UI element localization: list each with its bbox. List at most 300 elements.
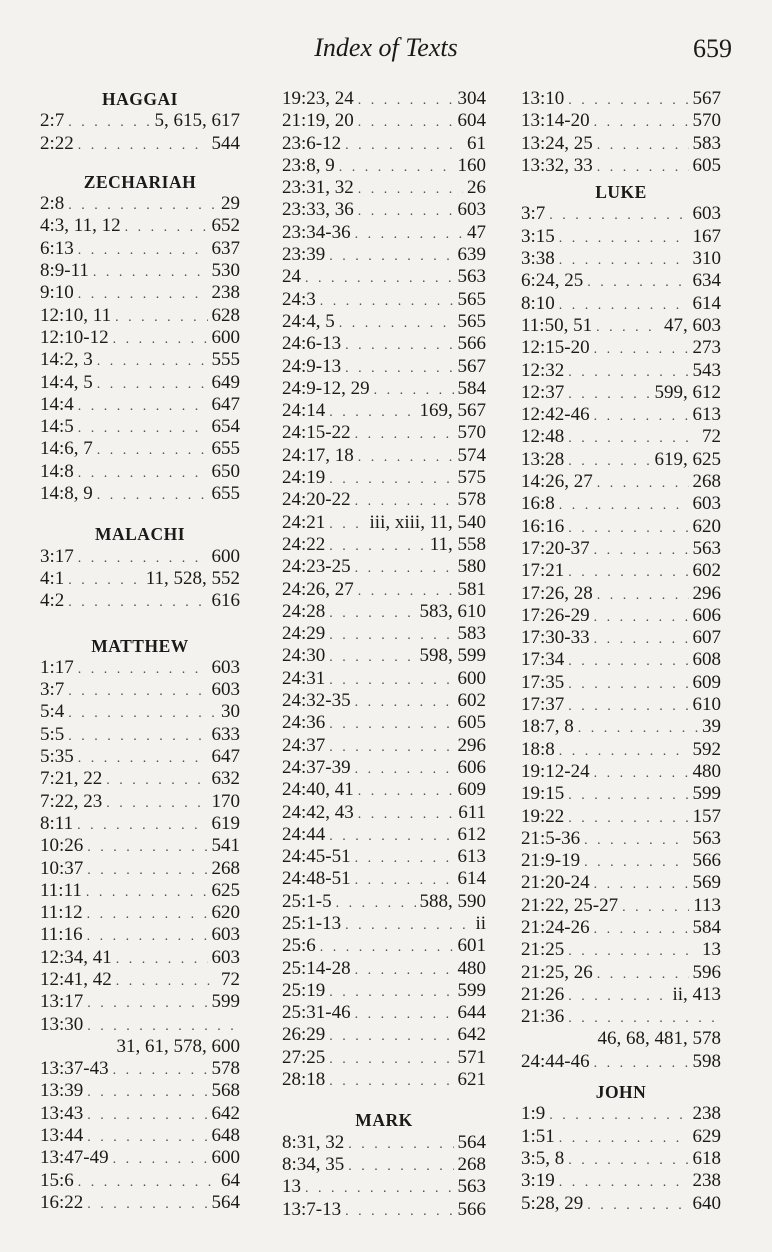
leader-dots <box>559 495 689 517</box>
page-references: 568 <box>211 1080 240 1102</box>
verse-reference: 25:1-13 <box>282 912 342 934</box>
index-entry <box>40 568 240 590</box>
index-entry <box>282 824 486 846</box>
index-entry <box>40 305 240 327</box>
verse-reference: 14:4, 5 <box>40 371 93 393</box>
page-references: 592 <box>692 738 721 760</box>
verse-reference: 25:1-5 <box>282 890 332 912</box>
leader-dots <box>329 647 415 669</box>
page-references: 642 <box>457 1024 486 1046</box>
verse-reference: 19:22 <box>521 805 565 827</box>
verse-reference: 11:16 <box>40 924 83 946</box>
leader-dots <box>594 1053 689 1075</box>
leader-dots <box>355 224 463 246</box>
page-references-continued: 31, 61, 578, 600 <box>116 1035 240 1057</box>
index-entry <box>282 802 486 824</box>
leader-dots <box>78 135 208 157</box>
index-entry <box>40 835 240 857</box>
leader-dots <box>355 692 454 714</box>
verse-reference: 12:15-20 <box>521 337 590 359</box>
leader-dots <box>355 870 454 892</box>
page-references: 611 <box>458 801 486 823</box>
leader-dots <box>355 1004 454 1026</box>
page-references: 578 <box>457 489 486 511</box>
verse-reference: 25:31-46 <box>282 1002 351 1024</box>
verse-reference: 23:34-36 <box>282 221 351 243</box>
page-references: 633 <box>211 723 240 745</box>
index-entry <box>40 372 240 394</box>
index-entry <box>40 238 240 260</box>
page-references: 621 <box>457 1069 486 1091</box>
leader-dots <box>113 329 208 351</box>
page-references: 566 <box>692 850 721 872</box>
page-references: 61 <box>467 132 486 154</box>
leader-dots <box>68 703 217 725</box>
verse-reference: 24:17, 18 <box>282 444 354 466</box>
index-entry <box>282 356 486 378</box>
page-references: 170 <box>211 790 240 812</box>
verse-reference: 1:9 <box>521 1103 546 1125</box>
verse-reference: 24:20-22 <box>282 489 351 511</box>
page-references: 39 <box>702 716 721 738</box>
leader-dots <box>355 424 454 446</box>
index-entry <box>521 293 721 315</box>
page-references: 530 <box>211 260 240 282</box>
index-entry <box>282 177 486 199</box>
verse-reference: 3:17 <box>40 545 74 567</box>
verse-reference: 17:30-33 <box>521 627 590 649</box>
verse-reference: 13:7-13 <box>282 1198 342 1220</box>
page-references: 296 <box>457 734 486 756</box>
index-entry <box>40 657 240 679</box>
index-entry <box>521 1006 721 1028</box>
leader-dots <box>78 463 208 485</box>
verse-reference: 15:6 <box>40 1169 74 1191</box>
index-entry <box>521 337 721 359</box>
verse-reference: 11:11 <box>40 879 82 901</box>
verse-reference: 24:31 <box>282 667 326 689</box>
page-references: 563 <box>457 1176 486 1198</box>
verse-reference: 24:30 <box>282 645 326 667</box>
leader-dots <box>336 893 416 915</box>
index-entry <box>40 327 240 349</box>
leader-dots <box>329 670 453 692</box>
page-references: 72 <box>702 426 721 448</box>
leader-dots <box>559 1128 689 1150</box>
index-entry <box>282 868 486 890</box>
page-references: 648 <box>211 1125 240 1147</box>
index-entry <box>521 850 721 872</box>
leader-dots <box>68 195 217 217</box>
book-heading: MARK <box>355 1110 413 1131</box>
index-entry <box>282 1154 486 1176</box>
page-references: 563 <box>457 266 486 288</box>
leader-dots <box>78 548 208 570</box>
index-entry <box>40 924 240 946</box>
index-entry <box>282 1132 486 1154</box>
verse-reference: 17:21 <box>521 560 565 582</box>
verse-reference: 8:31, 32 <box>282 1131 345 1153</box>
verse-reference: 2:8 <box>40 193 65 215</box>
page-references: 296 <box>692 582 721 604</box>
index-entry <box>40 133 240 155</box>
index-entry <box>282 846 486 868</box>
verse-reference: 14:2, 3 <box>40 349 93 371</box>
page-references: 480 <box>457 957 486 979</box>
verse-reference: 24:21 <box>282 511 326 533</box>
verse-reference: 10:26 <box>40 835 84 857</box>
index-entry <box>521 872 721 894</box>
index-entry <box>282 289 486 311</box>
index-entry <box>40 438 240 460</box>
index-entry <box>40 746 240 768</box>
index-entry <box>40 349 240 371</box>
leader-dots <box>568 674 688 696</box>
leader-dots <box>568 696 688 718</box>
leader-dots <box>568 562 688 584</box>
verse-reference: 7:21, 22 <box>40 768 103 790</box>
page-references: 580 <box>457 556 486 578</box>
leader-dots <box>355 491 454 513</box>
index-entry <box>282 88 486 110</box>
verse-reference: 12:10-12 <box>40 326 109 348</box>
leader-dots <box>345 915 471 937</box>
page-references: 655 <box>211 483 240 505</box>
verse-reference: 1:51 <box>521 1125 555 1147</box>
verse-reference: 5:4 <box>40 701 65 723</box>
page-references: 606 <box>457 756 486 778</box>
leader-dots <box>345 358 453 380</box>
leader-dots <box>594 112 689 134</box>
index-entry <box>40 546 240 568</box>
leader-dots <box>329 737 453 759</box>
page-references: 620 <box>692 515 721 537</box>
index-column-1 <box>40 88 240 1214</box>
index-entry <box>521 226 721 248</box>
index-entry <box>282 422 486 444</box>
page-references: 570 <box>692 110 721 132</box>
page-references: 157 <box>692 805 721 827</box>
index-entry <box>282 735 486 757</box>
leader-dots <box>587 272 688 294</box>
leader-dots <box>568 384 650 406</box>
verse-reference: 24:4, 5 <box>282 310 335 332</box>
leader-dots <box>320 937 454 959</box>
index-entry <box>282 512 486 534</box>
index-entry <box>521 895 721 917</box>
verse-reference: 25:6 <box>282 935 316 957</box>
index-entry <box>521 672 721 694</box>
leader-dots <box>68 112 150 134</box>
leader-dots <box>568 1150 688 1172</box>
verse-reference: 21:25, 26 <box>521 961 593 983</box>
index-entry <box>521 1193 721 1215</box>
leader-dots <box>113 1060 208 1082</box>
leader-dots <box>116 949 208 971</box>
verse-reference: 1:17 <box>40 656 74 678</box>
page-references: 616 <box>211 590 240 612</box>
leader-dots <box>597 964 689 986</box>
index-entry <box>282 779 486 801</box>
verse-reference: 13:30 <box>40 1013 84 1035</box>
page-references: 565 <box>457 288 486 310</box>
verse-reference: 24 <box>282 266 301 288</box>
page-references: 647 <box>211 393 240 415</box>
index-entry <box>40 1080 240 1102</box>
verse-reference: 23:31, 32 <box>282 177 354 199</box>
index-entry <box>521 1103 721 1125</box>
index-entry <box>521 449 721 471</box>
leader-dots <box>87 926 208 948</box>
index-entry <box>521 133 721 155</box>
verse-reference: 24:36 <box>282 712 326 734</box>
page-references: 5, 615, 617 <box>154 110 240 132</box>
leader-dots <box>594 629 689 651</box>
leader-dots <box>68 592 207 614</box>
index-entry <box>282 222 486 244</box>
page-references: 614 <box>457 868 486 890</box>
page-references: 304 <box>457 88 486 109</box>
leader-dots <box>78 748 208 770</box>
book-heading: MALACHI <box>94 524 186 545</box>
leader-dots <box>329 1026 453 1048</box>
page-references: 47 <box>467 221 486 243</box>
verse-reference: 14:26, 27 <box>521 471 593 493</box>
verse-reference: 13:32, 33 <box>521 154 593 176</box>
verse-reference: 14:6, 7 <box>40 438 93 460</box>
leader-dots <box>113 1149 208 1171</box>
verse-reference: 8:10 <box>521 292 555 314</box>
page-references: 480 <box>692 760 721 782</box>
index-entry <box>40 260 240 282</box>
page-references: 632 <box>211 768 240 790</box>
verse-reference: 13:14-20 <box>521 110 590 132</box>
page-references: 609 <box>457 779 486 801</box>
index-entry <box>40 1147 240 1169</box>
index-entry <box>282 1024 486 1046</box>
page-references: 625 <box>211 879 240 901</box>
leader-dots <box>305 268 454 290</box>
leader-dots <box>568 362 688 384</box>
index-entry <box>40 1014 240 1036</box>
index-entry <box>40 724 240 746</box>
verse-reference: 24:3 <box>282 288 316 310</box>
page-references: 600 <box>211 326 240 348</box>
leader-dots <box>559 228 689 250</box>
page-references: 268 <box>211 857 240 879</box>
verse-reference: 17:34 <box>521 649 565 671</box>
leader-dots <box>355 960 454 982</box>
leader-dots <box>329 1071 453 1093</box>
index-entry <box>282 133 486 155</box>
leader-dots <box>559 250 689 272</box>
index-entry <box>282 891 486 913</box>
leader-dots <box>358 804 454 826</box>
leader-dots <box>374 380 454 402</box>
book-heading: LUKE <box>595 182 647 203</box>
verse-reference: 24:37-39 <box>282 756 351 778</box>
page-references: 599 <box>692 783 721 805</box>
index-entry <box>521 110 721 132</box>
verse-reference: 2:22 <box>40 132 74 154</box>
leader-dots <box>594 919 689 941</box>
page-references: 11, 528, 552 <box>145 567 240 589</box>
leader-dots <box>78 284 208 306</box>
index-entry <box>282 601 486 623</box>
index-entry <box>40 1170 240 1192</box>
page-references: 583, 610 <box>419 600 486 622</box>
index-entry <box>282 110 486 132</box>
index-entry <box>40 1125 240 1147</box>
verse-reference: 19:15 <box>521 783 565 805</box>
index-entry <box>40 590 240 612</box>
leader-dots <box>77 815 207 837</box>
page-references: 566 <box>457 1198 486 1220</box>
index-entry <box>40 1192 240 1214</box>
leader-dots <box>125 217 208 239</box>
page-references: 578 <box>211 1058 240 1080</box>
leader-dots <box>87 1082 207 1104</box>
leader-dots <box>594 339 689 361</box>
page-references: 238 <box>692 1103 721 1125</box>
page-references: 610 <box>692 694 721 716</box>
index-entry <box>40 880 240 902</box>
page-references: 605 <box>457 712 486 734</box>
leader-dots <box>87 993 207 1015</box>
verse-reference: 4:3, 11, 12 <box>40 215 121 237</box>
page-references: 619, 625 <box>654 448 721 470</box>
leader-dots <box>358 90 454 112</box>
index-entry <box>40 902 240 924</box>
index-entry <box>521 88 721 110</box>
page-references: 652 <box>211 215 240 237</box>
page-references: 567 <box>457 355 486 377</box>
index-entry <box>282 579 486 601</box>
leader-dots <box>568 651 688 673</box>
verse-reference: 21:26 <box>521 983 565 1005</box>
index-entry <box>282 935 486 957</box>
page-references: 567 <box>692 88 721 109</box>
leader-dots <box>329 402 415 424</box>
verse-reference: 8:34, 35 <box>282 1153 345 1175</box>
leader-dots <box>329 714 453 736</box>
index-entry <box>40 110 240 132</box>
leader-dots <box>568 518 688 540</box>
page-references: 583 <box>692 132 721 154</box>
page-references: 650 <box>211 460 240 482</box>
page-references: 600 <box>211 1147 240 1169</box>
index-entry <box>521 471 721 493</box>
verse-reference: 7:22, 23 <box>40 790 103 812</box>
verse-reference: 3:5, 8 <box>521 1147 565 1169</box>
leader-dots <box>348 1156 453 1178</box>
verse-reference: 5:28, 29 <box>521 1192 584 1214</box>
verse-reference: 24:32-35 <box>282 690 351 712</box>
leader-dots <box>97 440 208 462</box>
leader-dots <box>584 830 688 852</box>
index-entry <box>40 813 240 835</box>
index-entry <box>521 360 721 382</box>
page-references: 602 <box>457 690 486 712</box>
index-entry <box>40 193 240 215</box>
page-references: 618 <box>692 1147 721 1169</box>
verse-reference: 18:7, 8 <box>521 716 574 738</box>
index-entry <box>521 917 721 939</box>
verse-reference: 23:6-12 <box>282 132 342 154</box>
index-entry <box>40 701 240 723</box>
index-entry <box>521 1148 721 1170</box>
leader-dots <box>106 770 207 792</box>
page-references: 599, 612 <box>654 381 721 403</box>
leader-dots <box>568 451 650 473</box>
page-references: 268 <box>692 471 721 493</box>
verse-reference: 12:34, 41 <box>40 946 112 968</box>
index-entry <box>282 155 486 177</box>
page-references: 238 <box>211 282 240 304</box>
index-entry <box>282 378 486 400</box>
verse-reference: 19:12-24 <box>521 760 590 782</box>
leader-dots <box>594 540 689 562</box>
page-references: 640 <box>692 1192 721 1214</box>
leader-dots <box>305 1178 454 1200</box>
leader-dots <box>78 1172 217 1194</box>
index-entry <box>40 416 240 438</box>
leader-dots <box>594 406 689 428</box>
index-entry <box>282 1047 486 1069</box>
leader-dots <box>594 607 689 629</box>
page-references: 569 <box>692 872 721 894</box>
index-entry <box>521 203 721 225</box>
verse-reference: 21:24-26 <box>521 916 590 938</box>
verse-reference: 24:23-25 <box>282 556 351 578</box>
leader-dots <box>568 90 688 112</box>
page-references: 72 <box>221 968 240 990</box>
leader-dots <box>549 1105 688 1127</box>
verse-reference: 3:15 <box>521 225 555 247</box>
leader-dots <box>358 112 454 134</box>
page-references: 13 <box>702 939 721 961</box>
leader-dots <box>358 781 454 803</box>
page-references: 570 <box>457 422 486 444</box>
leader-dots <box>87 860 207 882</box>
verse-reference: 28:18 <box>282 1069 326 1091</box>
page-references: 29 <box>221 193 240 215</box>
verse-reference: 13:17 <box>40 991 84 1013</box>
index-entry <box>282 1069 486 1091</box>
leader-dots <box>584 852 688 874</box>
page-references: 64 <box>221 1169 240 1191</box>
verse-reference: 24:29 <box>282 623 326 645</box>
leader-dots <box>68 726 207 748</box>
verse-reference: 11:50, 51 <box>521 314 593 336</box>
verse-reference: 9:10 <box>40 282 74 304</box>
index-entry <box>521 739 721 761</box>
page-references: 565 <box>457 310 486 332</box>
page-references: 563 <box>692 537 721 559</box>
verse-reference: 24:28 <box>282 600 326 622</box>
verse-reference: 24:44-46 <box>521 1050 590 1072</box>
leader-dots <box>329 514 365 536</box>
index-entry <box>40 282 240 304</box>
page-references: 613 <box>692 404 721 426</box>
page-references: 563 <box>692 827 721 849</box>
index-entry <box>521 694 721 716</box>
leader-dots <box>358 581 454 603</box>
verse-reference: 13:37-43 <box>40 1058 109 1080</box>
leader-dots <box>86 882 208 904</box>
index-entry <box>40 791 240 813</box>
index-entry <box>521 583 721 605</box>
